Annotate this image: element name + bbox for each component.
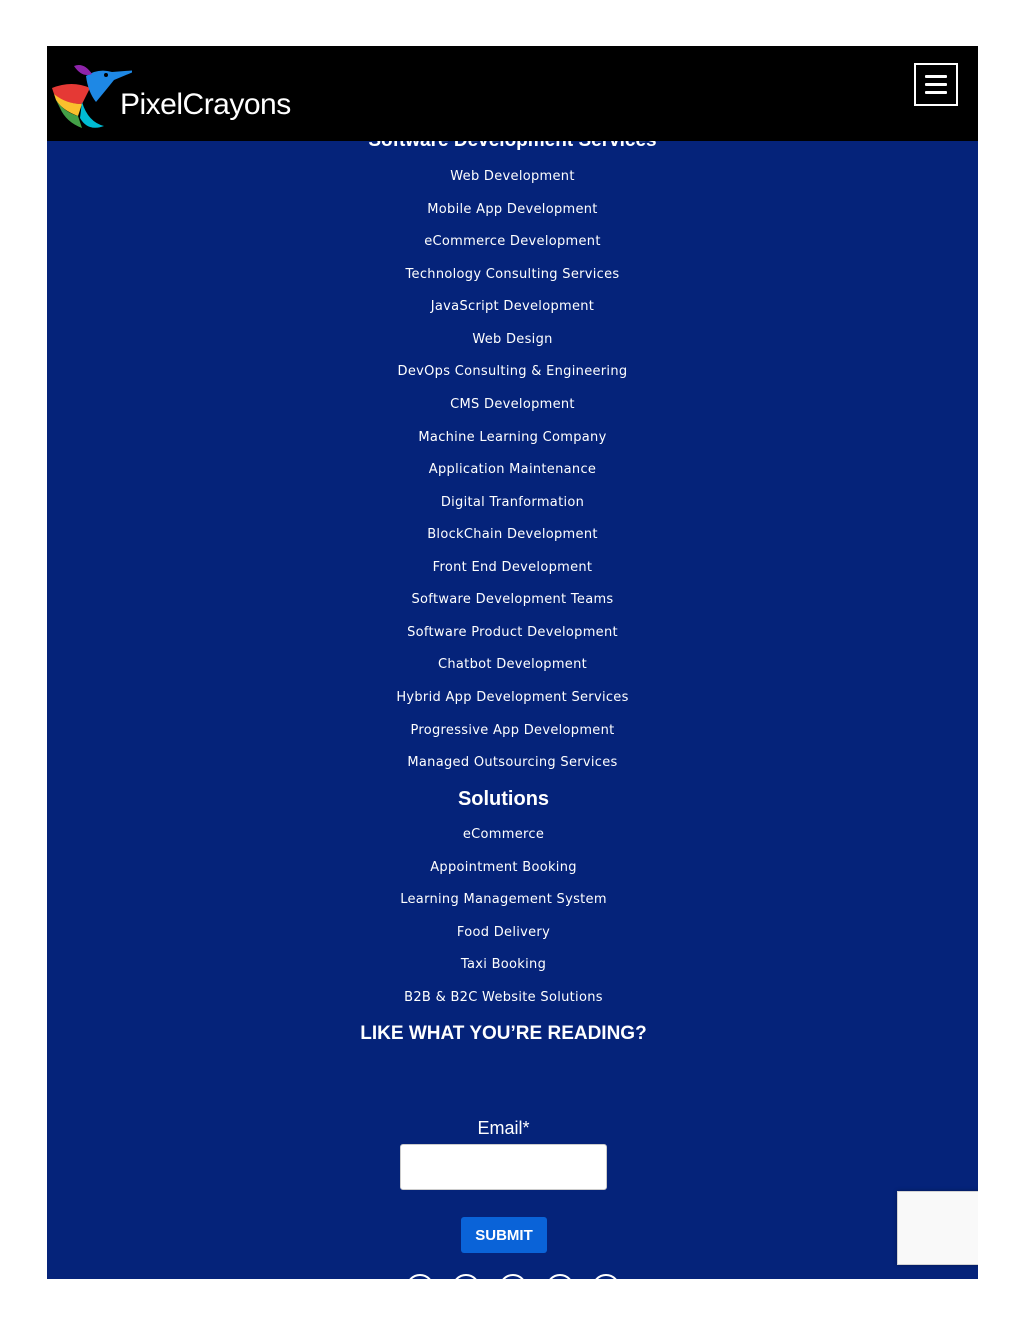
recaptcha-badge[interactable] (897, 1191, 978, 1265)
service-link-blockchain[interactable]: BlockChain Development (427, 527, 598, 542)
service-link-ecommerce-development[interactable]: eCommerce Development (424, 234, 601, 249)
social-icon-1[interactable] (406, 1274, 434, 1279)
service-link-front-end[interactable]: Front End Development (432, 560, 593, 575)
service-link-product-development[interactable]: Software Product Development (407, 625, 618, 640)
solution-link-b2b-b2c[interactable]: B2B & B2C Website Solutions (404, 990, 603, 1005)
brand-name: PixelCrayons (120, 88, 291, 121)
hamburger-menu-icon (925, 75, 947, 78)
service-link-web-design[interactable]: Web Design (472, 332, 553, 347)
social-icon-2[interactable] (452, 1274, 480, 1279)
service-link-progressive-app[interactable]: Progressive App Development (410, 723, 615, 738)
solution-link-lms[interactable]: Learning Management System (400, 892, 607, 907)
service-link-cms-development[interactable]: CMS Development (450, 397, 575, 412)
hamburger-line (925, 83, 947, 86)
solution-link-appointment-booking[interactable]: Appointment Booking (430, 860, 577, 875)
solution-link-taxi-booking[interactable]: Taxi Booking (460, 957, 547, 972)
social-icon-3[interactable] (499, 1274, 527, 1279)
social-icon-5[interactable] (592, 1274, 620, 1279)
page-frame (47, 46, 978, 1279)
hamburger-menu-button[interactable] (914, 63, 958, 106)
service-link-javascript-development[interactable]: JavaScript Development (430, 299, 595, 314)
service-link-digital-transformation[interactable]: Digital Tranformation (440, 495, 585, 510)
newsletter-heading: LIKE WHAT YOU’RE READING? (360, 1023, 647, 1044)
service-link-application-maintenance[interactable]: Application Maintenance (428, 462, 597, 477)
hamburger-line (925, 91, 947, 94)
solution-link-food-delivery[interactable]: Food Delivery (456, 925, 551, 940)
email-label: Email* (477, 1118, 530, 1138)
service-link-dev-teams[interactable]: Software Development Teams (411, 592, 614, 607)
service-link-mobile-app-development[interactable]: Mobile App Development (427, 202, 598, 217)
service-link-managed-outsourcing[interactable]: Managed Outsourcing Services (407, 755, 618, 770)
service-link-machine-learning[interactable]: Machine Learning Company (418, 430, 607, 445)
social-icon-4[interactable] (546, 1274, 574, 1279)
service-link-hybrid-app[interactable]: Hybrid App Development Services (396, 690, 629, 705)
solution-link-ecommerce[interactable]: eCommerce (462, 827, 545, 842)
submit-button[interactable]: SUBMIT (461, 1217, 547, 1253)
pixelcrayons-logo[interactable] (52, 58, 312, 134)
service-link-chatbot[interactable]: Chatbot Development (437, 657, 588, 672)
solutions-heading: Solutions (457, 788, 550, 810)
email-field[interactable] (400, 1144, 607, 1190)
service-link-technology-consulting[interactable]: Technology Consulting Services (405, 267, 620, 282)
site-header (47, 46, 978, 141)
service-link-web-development[interactable]: Web Development (450, 169, 575, 184)
service-link-devops[interactable]: DevOps Consulting & Engineering (397, 364, 628, 379)
